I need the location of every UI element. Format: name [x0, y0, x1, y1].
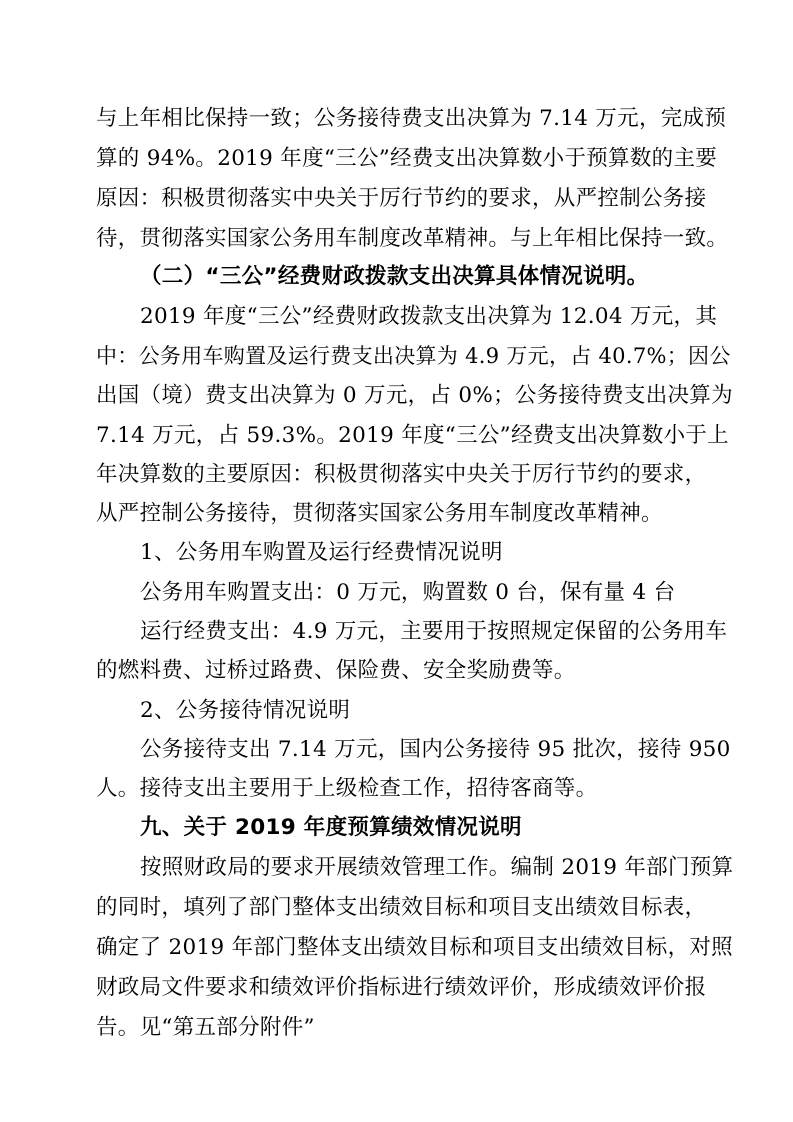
paragraph-line: 与上年相比保持一致；公务接待费支出决算为 7.14 万元，完成预: [96, 106, 727, 131]
paragraph-line: 原因：积极贯彻落实中央关于厉行节约的要求，从严控制公务接: [96, 186, 707, 211]
paragraph-line: 中：公务用车购置及运行费支出决算为 4.9 万元，占 40.7%；因公: [96, 344, 731, 368]
paragraph-line: 2019 年度“三公”经费财政拨款支出决算为 12.04 万元，其: [140, 304, 718, 329]
paragraph-line: 告。见“第五部分附件”: [96, 1015, 315, 1040]
section-heading: （二）“三公”经费财政拨款支出决算具体情况说明。: [140, 264, 649, 289]
section-heading: 九、关于 2019 年度预算绩效情况说明: [140, 815, 522, 840]
paragraph-line: 待，贯彻落实国家公务用车制度改革精神。与上年相比保持一致。: [96, 226, 729, 251]
paragraph-line: 按照财政局的要求开展绩效管理工作。编制 2019 年部门预算: [140, 855, 734, 880]
subsection-heading: 2、公务接待情况说明: [140, 698, 351, 723]
paragraph-line: 算的 94%。2019 年度“三公”经费支出决算数小于预算数的主要: [96, 146, 718, 171]
paragraph-line: 财政局文件要求和绩效评价指标进行绩效评价，形成绩效评价报: [96, 975, 707, 1000]
paragraph-line: 确定了 2019 年部门整体支出绩效目标和项目支出绩效目标，对照: [96, 935, 733, 960]
paragraph-line: 出国（境）费支出决算为 0 万元，占 0%；公务接待费支出决算为: [96, 383, 733, 408]
paragraph-line: 的燃料费、过桥过路费、保险费、安全奖励费等。: [96, 658, 576, 683]
paragraph-line: 运行经费支出：4.9 万元，主要用于按照规定保留的公务用车: [140, 619, 728, 644]
paragraph-line: 公务用车购置支出：0 万元，购置数 0 台，保有量 4 台: [140, 580, 676, 605]
paragraph-line: 公务接待支出 7.14 万元，国内公务接待 95 批次，接待 950: [140, 737, 731, 762]
paragraph-line: 人。接待支出主要用于上级检查工作，招待客商等。: [96, 776, 598, 801]
subsection-heading: 1、公务用车购置及运行经费情况说明: [140, 540, 503, 565]
paragraph-line: 7.14 万元，占 59.3%。2019 年度“三公”经费支出决算数小于上: [96, 423, 729, 448]
paragraph-line: 从严控制公务接待，贯彻落实国家公务用车制度改革精神。: [96, 501, 663, 526]
paragraph-line: 年决算数的主要原因：积极贯彻落实中央关于厉行节约的要求，: [96, 462, 707, 487]
paragraph-line: 的同时，填列了部门整体支出绩效目标和项目支出绩效目标表，: [96, 895, 707, 920]
